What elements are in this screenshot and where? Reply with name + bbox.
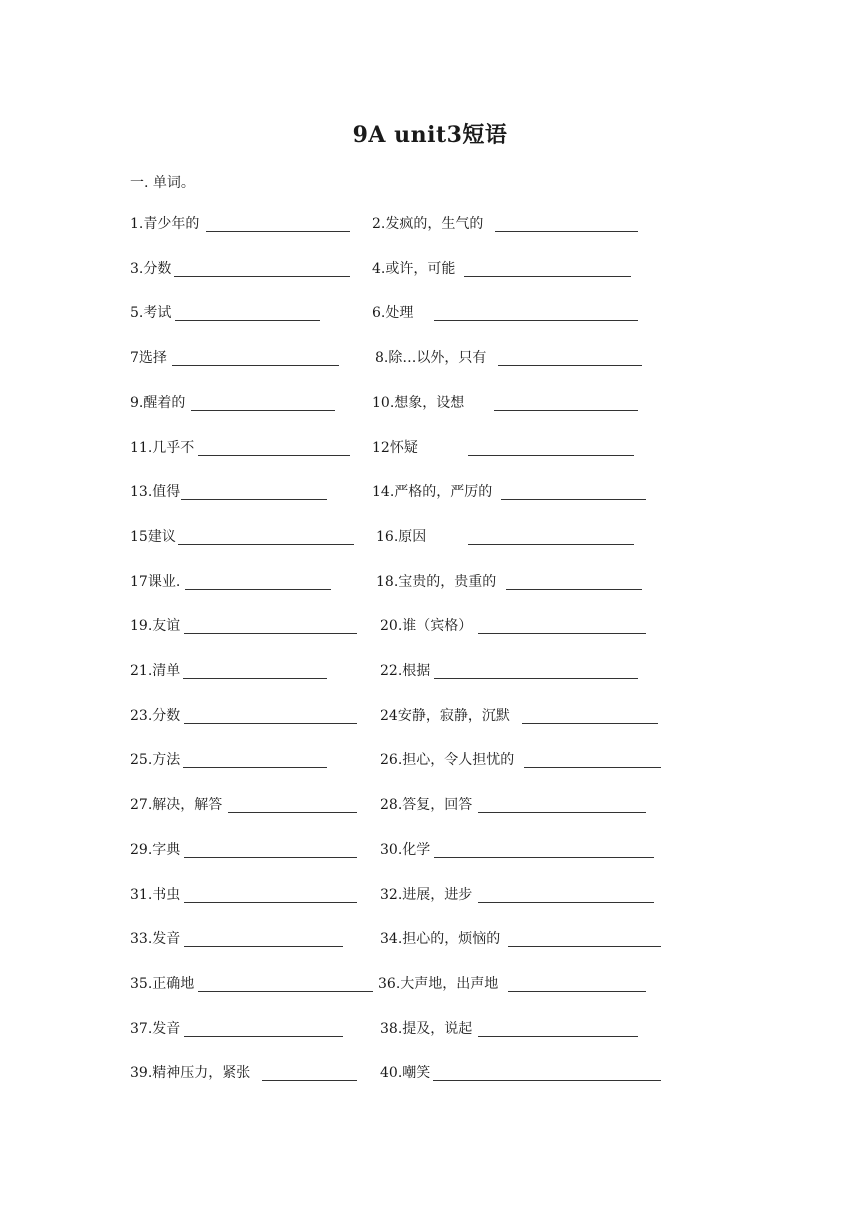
answer-blank[interactable] <box>433 1066 661 1081</box>
vocab-item <box>372 260 455 278</box>
answer-blank[interactable] <box>434 664 638 679</box>
vocab-item <box>130 707 180 725</box>
answer-blank[interactable] <box>174 262 350 277</box>
vocab-prompt: 7选择 <box>130 350 167 367</box>
vocab-prompt: 40.嘲笑 <box>380 1065 431 1082</box>
vocab-prompt: 8.除…以外，只有 <box>375 350 487 367</box>
vocab-item <box>380 1020 472 1038</box>
vocab-item <box>380 707 510 725</box>
vocab-row <box>0 573 860 595</box>
vocab-prompt: 4.或许，可能 <box>372 260 456 277</box>
answer-blank[interactable] <box>495 217 638 232</box>
answer-blank[interactable] <box>494 396 638 411</box>
vocab-item <box>372 439 418 457</box>
vocab-prompt: 33.发音 <box>130 931 181 948</box>
answer-blank[interactable] <box>506 575 642 590</box>
vocab-row <box>0 483 860 505</box>
answer-blank[interactable] <box>501 485 646 500</box>
answer-blank[interactable] <box>478 1022 638 1037</box>
vocab-row <box>0 886 860 908</box>
vocab-item <box>376 528 426 546</box>
vocab-item <box>372 304 413 322</box>
vocab-prompt: 22.根据 <box>380 663 431 679</box>
page-title: 9A unit3短语 <box>352 122 508 148</box>
answer-blank[interactable] <box>178 530 354 545</box>
vocab-prompt: 18.宝贵的，贵重的 <box>376 573 497 590</box>
vocab-prompt: 3.分数 <box>130 260 172 277</box>
vocab-item <box>376 573 496 591</box>
vocab-item <box>130 662 180 680</box>
vocab-row <box>0 304 860 326</box>
vocab-row <box>0 1020 860 1042</box>
vocab-row <box>0 930 860 952</box>
vocab-prompt: 19.友谊 <box>130 618 181 635</box>
vocab-prompt: 38.提及，说起 <box>380 1020 473 1037</box>
vocab-item <box>130 886 180 904</box>
vocab-row <box>0 260 860 282</box>
answer-blank[interactable] <box>498 351 642 366</box>
vocab-item <box>130 841 180 859</box>
vocab-prompt: 2.发疯的，生气的 <box>372 216 484 232</box>
vocab-prompt: 31.书虫 <box>130 886 181 903</box>
vocab-prompt: 39.精神压力，紧张 <box>130 1065 251 1082</box>
vocab-item <box>380 751 514 769</box>
answer-blank[interactable] <box>262 1066 357 1081</box>
vocab-prompt: 9.醒着的 <box>130 394 186 411</box>
vocab-row <box>0 215 860 237</box>
answer-blank[interactable] <box>434 306 638 321</box>
answer-blank[interactable] <box>184 843 357 858</box>
vocab-prompt: 14.严格的，严厉的 <box>372 484 493 501</box>
answer-blank[interactable] <box>184 888 357 903</box>
answer-blank[interactable] <box>478 619 646 634</box>
vocab-row <box>0 662 860 684</box>
vocab-prompt: 5.考试 <box>130 305 172 322</box>
vocab-item <box>130 1064 250 1082</box>
vocab-item <box>380 886 472 904</box>
vocab-item <box>130 751 180 769</box>
vocab-item <box>130 304 171 322</box>
vocab-prompt: 11.几乎不 <box>130 439 195 456</box>
answer-blank[interactable] <box>184 709 357 724</box>
vocab-row <box>0 349 860 371</box>
answer-blank[interactable] <box>198 977 373 992</box>
vocab-item <box>375 349 486 367</box>
answer-blank[interactable] <box>184 1022 343 1037</box>
vocab-item <box>130 617 180 635</box>
answer-blank[interactable] <box>464 262 631 277</box>
vocab-item <box>130 796 222 814</box>
answer-blank[interactable] <box>191 396 335 411</box>
vocab-item <box>372 215 483 233</box>
vocab-row <box>0 841 860 863</box>
answer-blank[interactable] <box>183 664 327 679</box>
vocab-item <box>130 975 194 993</box>
vocab-prompt: 17课业. <box>130 573 181 590</box>
vocab-row <box>0 796 860 818</box>
answer-blank[interactable] <box>228 798 357 813</box>
vocab-prompt: 21.清单 <box>130 663 181 679</box>
vocab-prompt: 28.答复，回答 <box>380 797 473 814</box>
vocab-item <box>380 1064 430 1082</box>
vocab-item <box>130 260 171 278</box>
vocab-item <box>378 975 498 993</box>
answer-blank[interactable] <box>184 932 343 947</box>
vocab-item <box>130 215 199 233</box>
answer-blank[interactable] <box>172 351 339 366</box>
vocab-prompt: 12怀疑 <box>372 439 418 456</box>
answer-blank[interactable] <box>468 530 634 545</box>
vocab-prompt: 32.进展，进步 <box>380 886 473 903</box>
section-heading: 一. 单词。 <box>130 175 195 191</box>
vocab-item <box>130 483 180 501</box>
vocab-prompt: 37.发音 <box>130 1020 181 1037</box>
vocab-prompt: 15建议 <box>130 528 176 545</box>
vocab-prompt: 26.担心，令人担忧的 <box>380 752 515 769</box>
answer-blank[interactable] <box>524 753 661 768</box>
vocab-prompt: 27.解决，解答 <box>130 797 223 814</box>
vocab-row <box>0 975 860 997</box>
answer-blank[interactable] <box>478 798 646 813</box>
answer-blank[interactable] <box>206 217 350 232</box>
vocab-prompt: 30.化学 <box>380 841 431 858</box>
answer-blank[interactable] <box>198 441 350 456</box>
vocab-prompt: 16.原因 <box>376 528 427 545</box>
answer-blank[interactable] <box>508 932 661 947</box>
answer-blank[interactable] <box>175 306 320 321</box>
vocab-item <box>380 617 472 635</box>
vocab-prompt: 29.字典 <box>130 841 181 858</box>
vocab-prompt: 6.处理 <box>372 305 414 322</box>
answer-blank[interactable] <box>468 441 634 456</box>
vocab-row <box>0 751 860 773</box>
vocab-item <box>130 349 167 367</box>
answer-blank[interactable] <box>434 843 654 858</box>
vocab-item <box>130 528 176 546</box>
vocab-item <box>130 930 180 948</box>
vocab-item <box>130 439 194 457</box>
vocab-item <box>380 841 430 859</box>
vocab-item <box>372 483 492 501</box>
vocab-prompt: 20.谁（宾格） <box>380 618 473 635</box>
vocab-row <box>0 707 860 729</box>
vocab-row <box>0 1064 860 1086</box>
vocab-row <box>0 439 860 461</box>
answer-blank[interactable] <box>181 485 327 500</box>
vocab-item <box>130 573 180 591</box>
answer-blank[interactable] <box>185 575 331 590</box>
vocab-prompt: 36.大声地，出声地 <box>378 975 499 992</box>
vocab-item <box>130 1020 180 1038</box>
vocab-item <box>380 930 500 948</box>
vocab-prompt: 34.担心的，烦恼的 <box>380 931 501 948</box>
answer-blank[interactable] <box>183 753 327 768</box>
vocab-item <box>380 796 472 814</box>
vocab-prompt: 25.方法 <box>130 752 181 769</box>
answer-blank[interactable] <box>184 619 357 634</box>
vocab-row <box>0 617 860 639</box>
vocab-row <box>0 394 860 416</box>
vocab-prompt: 24安静，寂静，沉默 <box>380 707 510 724</box>
vocab-prompt: 35.正确地 <box>130 975 195 992</box>
vocab-prompt: 10.想象，设想 <box>372 394 465 411</box>
vocab-row <box>0 528 860 550</box>
answer-blank[interactable] <box>508 977 646 992</box>
vocab-item <box>372 394 464 412</box>
vocab-prompt: 1.青少年的 <box>130 216 200 232</box>
answer-blank[interactable] <box>478 888 654 903</box>
vocab-item <box>130 394 185 412</box>
vocab-prompt: 13.值得 <box>130 484 181 501</box>
vocab-prompt: 23.分数 <box>130 707 181 724</box>
vocab-item <box>380 662 430 680</box>
answer-blank[interactable] <box>522 709 658 724</box>
